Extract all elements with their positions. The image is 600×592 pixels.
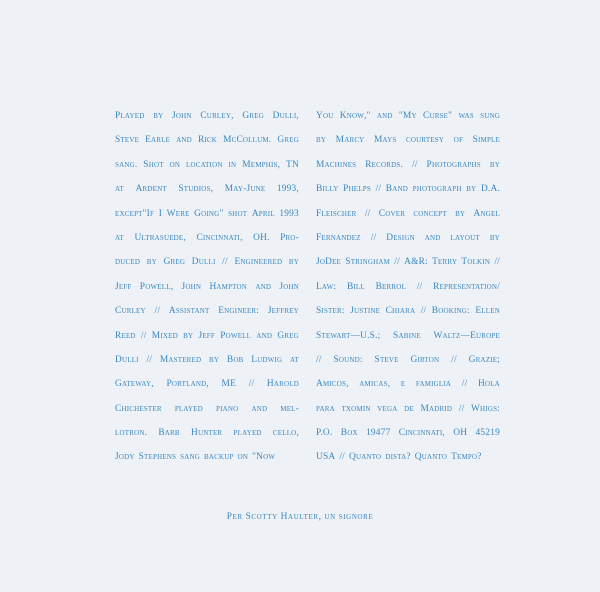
credits-column-right — [316, 104, 500, 470]
credit-line: at Ardent Studios, May-June 1993, — [115, 184, 299, 195]
credit-line: Curley // Assistant Engineer: Jeffrey — [115, 306, 299, 317]
credit-line: // Sound: Steve Girton // Grazie; — [316, 354, 500, 365]
credit-line: Steve Earle and Rick McCollum. Greg — [115, 135, 299, 146]
credit-line: Jeff Powell, John Hampton and John — [115, 281, 299, 292]
credit-line: JoDee Stringham // A&R: Terry Tolkin // — [316, 257, 500, 268]
credit-line: Jody Stephens sang backup on "Now — [115, 452, 276, 463]
credit-line: Chichester played piano and mel- — [115, 403, 299, 414]
credit-line: Fleischer // Cover concept by Angel — [316, 208, 500, 219]
credit-line: You Know," and "My Curse" was sung — [316, 111, 500, 121]
credits-column-left — [115, 104, 299, 470]
credit-line: P.O. Box 19477 Cincinnati, OH 45219 — [316, 428, 500, 439]
credit-line: Amicos, amicas, e famiglia // Hola — [316, 379, 500, 390]
credit-line: Sister: Justine Chiara // Booking: Ellen — [316, 306, 500, 317]
credit-line: Billy Phelps // Band photograph by D.A. — [316, 184, 500, 195]
credit-line: Stewart—U.S.; Sabine Waltz—Europe — [316, 330, 500, 341]
credit-line: Played by John Curley, Greg Dulli, — [115, 111, 299, 121]
credit-line: Dulli // Mastered by Bob Ludwig at — [115, 354, 299, 365]
credit-line: by Marcy Mays courtesy of Simple — [316, 135, 500, 146]
credit-line: lotron. Barb Hunter played cello, — [115, 428, 299, 439]
credit-line: Machines Records. // Photographs by — [316, 159, 500, 170]
credit-line: Gateway, Portland, ME // Harold — [115, 379, 299, 390]
dedication-line: Per Scotty Haulter, un signore — [226, 512, 374, 522]
credit-line: at Ultrasuede, Cincinnati, OH. Pro- — [115, 232, 299, 243]
credit-line: USA // Quanto dista? Quanto Tempo? — [316, 452, 482, 463]
credit-line: para txomin vega de Madrid // Whigs: — [316, 403, 500, 414]
credit-line: sang. Shot on location in Memphis, TN — [115, 159, 299, 170]
credit-line: Fernandez // Design and layout by — [316, 232, 500, 243]
credit-line: Reed // Mixed by Jeff Powell and Greg — [115, 330, 299, 341]
credit-line: except"If I Were Going" shot April 1993 — [115, 208, 299, 219]
credit-line: duced by Greg Dulli // Engineered by — [115, 257, 299, 268]
credit-line: Law: Bill Berrol // Representation/ — [316, 281, 500, 292]
